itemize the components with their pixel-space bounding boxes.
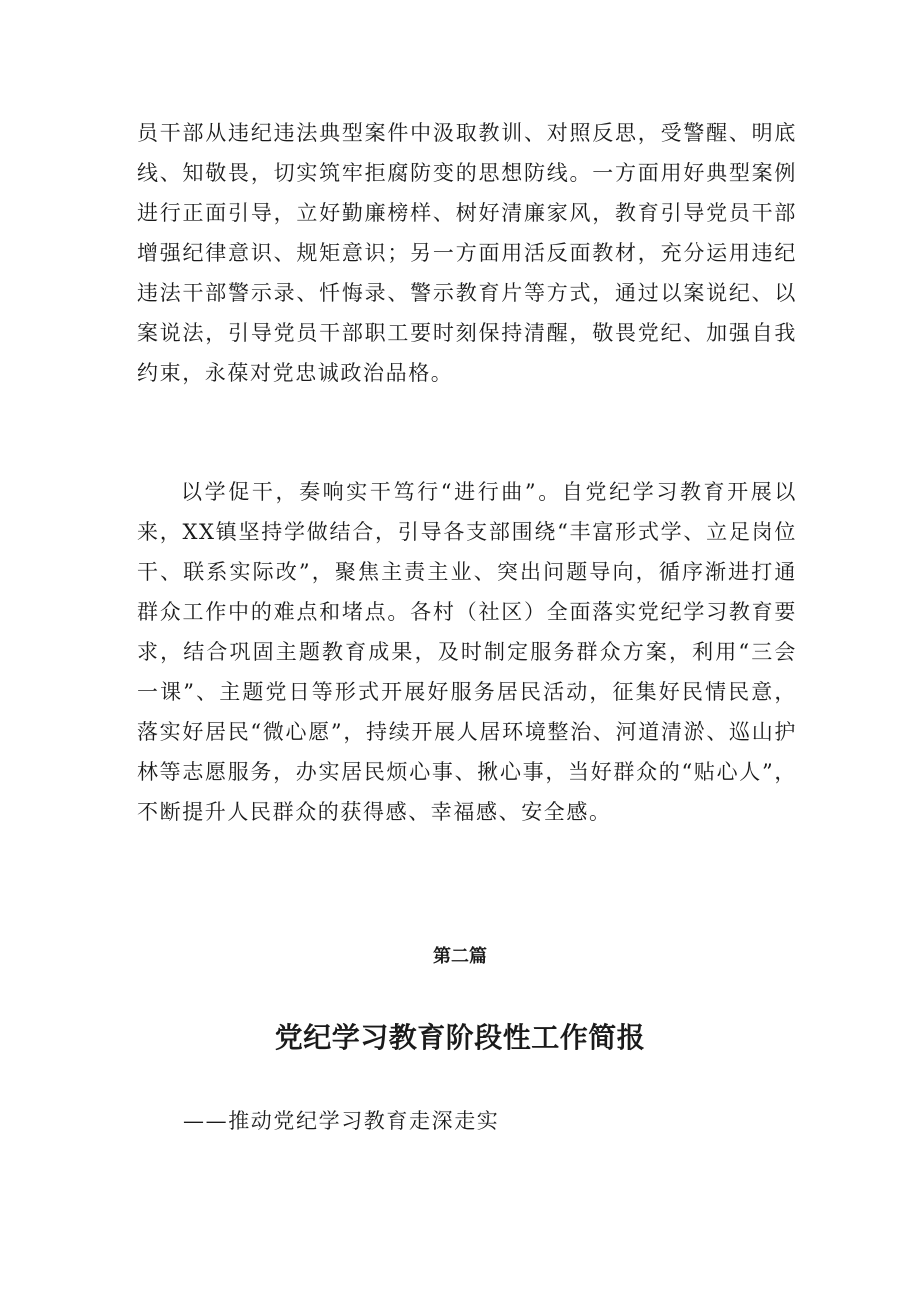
document-subtitle: ——推动党纪学习教育走深走实 [183,1109,500,1133]
document-title: 党纪学习教育阶段性工作简报 [274,1021,646,1054]
body-paragraph-1: 员干部从违纪违法典型案件中汲取教训、对照反思，受警醒、明底线、知敬畏，切实筑牢拒腐防变的思想防线。一方面用好典型案例进行正面引导，立好勤廉榜样、树好清廉家风，教育引导党员干部增强纪律意识、规矩意识；另一方面用活反面教材，充分运用违纪违法干部警示录、忏悔录、警示教育片等方式，通过以案说纪、以案说法，引导党员干部职工要时刻保持清醒，敬畏党纪、加强自我约束，永葆对党忠诚政治品格。 [137,121,797,385]
section-label: 第二篇 [433,946,487,967]
body-paragraph-2: 以学促干，奏响实干笃行“进行曲”。自党纪学习教育开展以来，XX镇坚持学做结合，引导各支部围绕“丰富形式学、立足岗位干、联系实际改”，聚焦主责主业、突出问题导向，循序渐进打通群众工作中的难点和堵点。各村（社区）全面落实党纪学习教育要求，结合巩固主题教育成果，及时制定服务群众方案，利用“三会一课”、主题党日等形式开展好服务居民活动，征集好民情民意，落实好居民“微心愿”，持续开展人居环境整治、河道清淤、巡山护林等志愿服务，办实居民烦心事、揪心事，当好群众的“贴心人”，不断提升人民群众的获得感、幸福感、安全感。 [137,480,797,824]
